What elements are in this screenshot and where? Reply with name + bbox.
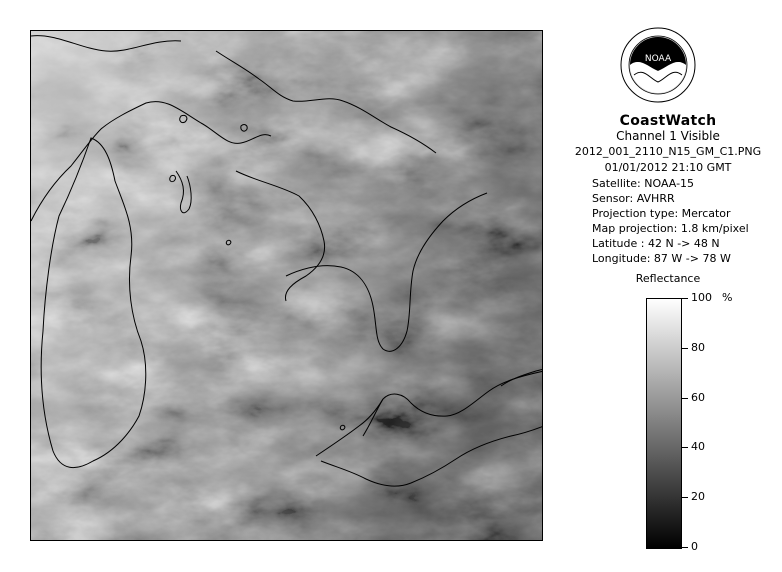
logo-center-text: NOAA	[644, 54, 672, 64]
satellite-image	[31, 31, 543, 541]
brightness-overlay	[31, 31, 543, 541]
satellite-text: Satellite: NOAA-15	[592, 177, 695, 190]
colorbar-tick-label: 100	[691, 291, 712, 304]
colorbar-tick-label: 0	[691, 540, 698, 553]
filename-text: 2012_001_2110_N15_GM_C1.PNG	[574, 145, 762, 158]
colorbar-tick-mark	[682, 447, 688, 448]
colorbar-tick-label: 60	[691, 390, 705, 404]
page-title: CoastWatch	[619, 113, 717, 129]
colorbar	[646, 298, 682, 549]
legend-title: Reflectance	[635, 272, 701, 285]
colorbar-tick-mark	[682, 398, 688, 399]
colorbar-tick-mark	[682, 497, 688, 498]
satellite-map[interactable]	[30, 30, 543, 541]
colorbar-tick-label: 40	[691, 440, 705, 454]
colorbar-tick-mark	[682, 547, 688, 548]
colorbar-tick-label: 20	[691, 490, 705, 504]
projection-type-text: Projection type: Mercator	[592, 207, 731, 220]
channel-label: Channel 1 Visible	[616, 129, 720, 143]
sensor-text: Sensor: AVHRR	[592, 192, 675, 205]
map-projection-text: Map projection: 1.8 km/pixel	[592, 222, 749, 235]
colorbar-tick-mark	[682, 298, 688, 299]
latitude-text: Latitude : 42 N -> 48 N	[592, 237, 720, 250]
datetime-text: 01/01/2012 21:10 GMT	[604, 161, 732, 174]
colorbar-tick-mark	[682, 348, 688, 349]
longitude-text: Longitude: 87 W -> 78 W	[592, 252, 731, 265]
noaa-logo-icon	[620, 27, 696, 103]
legend-unit: %	[722, 291, 733, 304]
colorbar-tick-label: 80	[691, 340, 705, 354]
